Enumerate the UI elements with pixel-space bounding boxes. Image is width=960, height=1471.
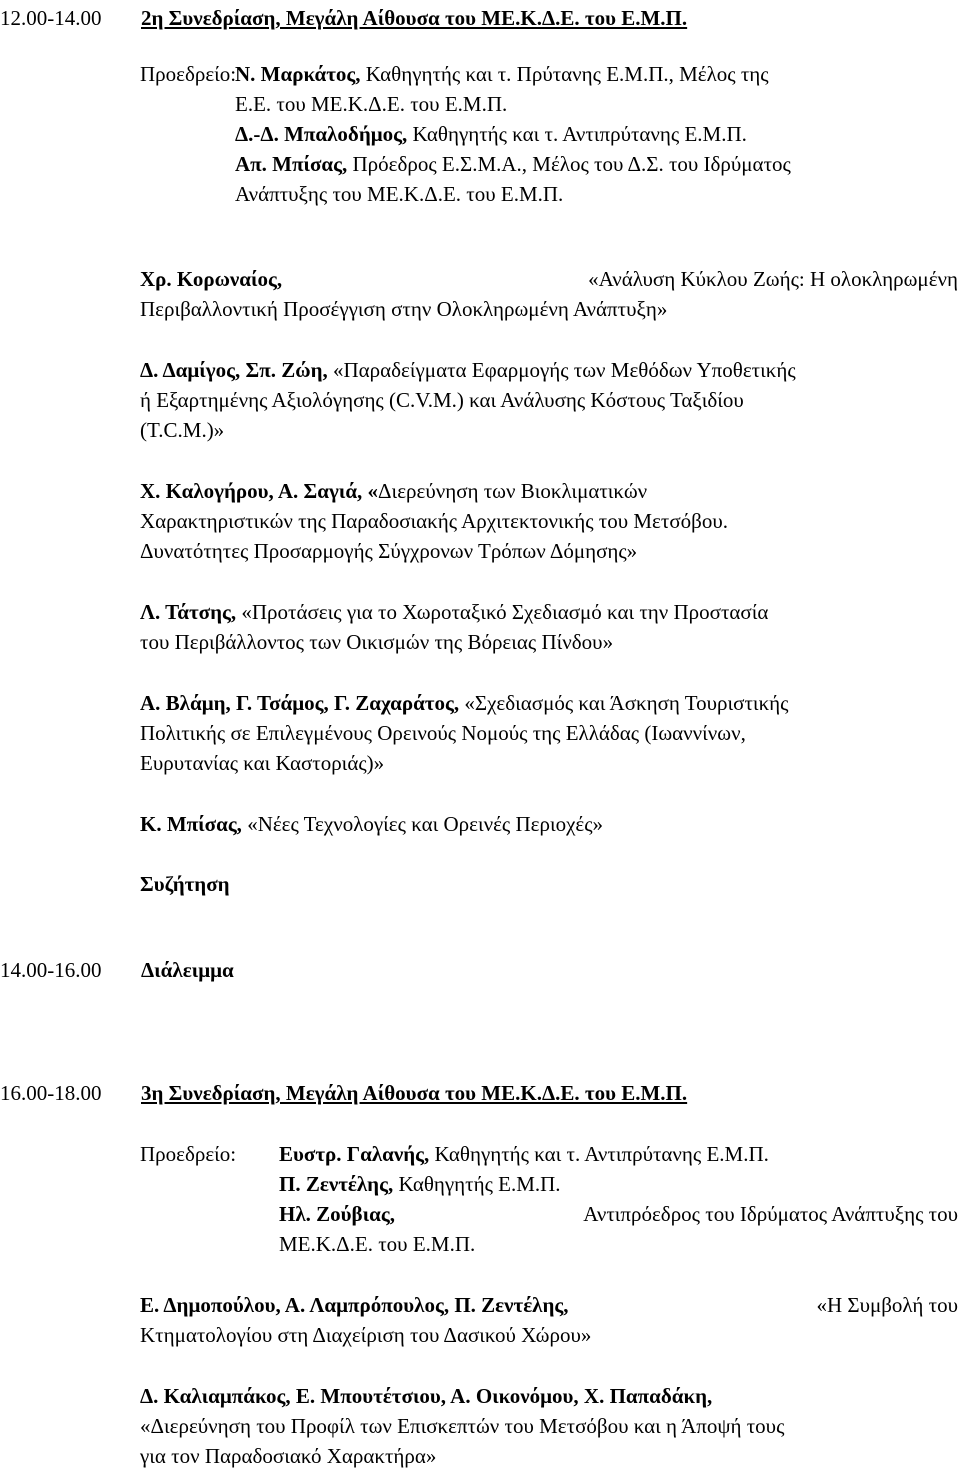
talk-entry	[140, 264, 958, 294]
chair-role: Πρόεδρος Ε.Σ.Μ.Α., Μέλος του Δ.Σ. του Ιδρύματος	[352, 152, 791, 176]
talk-entry	[140, 688, 788, 718]
session2-chair2	[235, 119, 747, 149]
chair-name: Απ. Μπίσας,	[235, 152, 348, 176]
talk-title: «Διερεύνηση του Προφίλ των Επισκεπτών του Μετσόβου και η Άποψή τους	[140, 1414, 785, 1438]
discussion-heading: Συζήτηση	[140, 872, 230, 896]
talk-authors: Κ. Μπίσας,	[140, 812, 242, 836]
session3-chair3	[279, 1199, 958, 1229]
talk-title-cont: του Περιβάλλοντος των Οικισμών της Βόρειας Πίνδου»	[140, 630, 614, 654]
chair-name: Δ.-Δ. Μπαλοδήμος,	[235, 122, 408, 146]
talk-authors: Λ. Τάτσης,	[140, 600, 237, 624]
chair-role: Καθηγητής και τ. Πρύτανης Ε.Μ.Π., Μέλος της	[365, 62, 769, 86]
talk-title: Διερεύνηση των Βιοκλιματικών	[378, 479, 648, 503]
break-time: 14.00-16.00	[0, 958, 102, 982]
talk-title: «Παραδείγματα Εφαρμογής των Μεθόδων Υποθετικής	[333, 358, 796, 382]
talk-title: «Νέες Τεχνολογίες και Ορεινές Περιοχές»	[247, 812, 604, 836]
talk-title-cont: Ευρυτανίας και Καστοριάς)»	[140, 751, 385, 775]
talk-authors: Χ. Καλογήρου, Α. Σαγιά, «	[140, 479, 379, 503]
talk-entry	[140, 1290, 958, 1320]
talk-title: «Σχεδιασμός και Άσκηση Τουριστικής	[464, 691, 789, 715]
talk-authors: Ε. Δημοπούλου, Α. Λαμπρόπουλος, Π. Ζεντέλης,	[140, 1293, 569, 1317]
session3-time: 16.00-18.00	[0, 1081, 102, 1105]
talk-authors: Δ. Δαμίγος, Σπ. Ζώη,	[140, 358, 328, 382]
talk-authors: Α. Βλάμη, Γ. Τσάμος, Γ. Ζαχαράτος,	[140, 691, 460, 715]
session2-chairs-label: Προεδρείο:	[140, 62, 237, 86]
talk-entry	[140, 809, 603, 839]
talk-title-cont: ή Εξαρτημένης Αξιολόγησης (C.V.M.) και Ανάλυσης Κόστους Ταξιδίου	[140, 388, 744, 412]
session3-title: 3η Συνεδρίαση, Μεγάλη Αίθουσα του ΜΕ.Κ.Δ.Ε. του Ε.Μ.Π.	[141, 1081, 688, 1105]
talk-title-cont: Πολιτικής σε Επιλεγμένους Ορεινούς Νομούς της Ελλάδας (Ιωαννίνων,	[140, 721, 746, 745]
chair-role: Καθηγητής και τ. Αντιπρύτανης Ε.Μ.Π.	[412, 122, 747, 146]
talk-title: «Ανάλυση Κύκλου Ζωής: Η ολοκληρωμένη	[588, 267, 958, 291]
talk-authors: Χρ. Κορωναίος,	[140, 267, 283, 291]
talk-entry	[140, 597, 768, 627]
chair-name: Π. Ζεντέλης,	[279, 1172, 394, 1196]
talk-title-cont: Χαρακτηριστικών της Παραδοσιακής Αρχιτεκτονικής του Μετσόβου.	[140, 509, 728, 533]
session2-chair3	[235, 149, 791, 179]
talk-title-cont: για τον Παραδοσιακό Χαρακτήρα»	[140, 1444, 437, 1468]
talk-title-cont: Περιβαλλοντική Προσέγγιση στην Ολοκληρωμένη Ανάπτυξη»	[140, 297, 668, 321]
talk-authors: Δ. Καλιαμπάκος, Ε. Μπουτέτσιου, Α. Οικονόμου, Χ. Παπαδάκη,	[140, 1384, 713, 1408]
chair-role: Αντιπρόεδρος του Ιδρύματος Ανάπτυξης του	[583, 1202, 958, 1226]
talk-title-cont: Κτηματολογίου στη Διαχείριση του Δασικού Χώρου»	[140, 1323, 592, 1347]
session2-time: 12.00-14.00	[0, 6, 102, 30]
chair-name: Ν. Μαρκάτος,	[235, 62, 361, 86]
session2-chair1-role-cont: Ε.Ε. του ΜΕ.Κ.Δ.Ε. του Ε.Μ.Π.	[235, 92, 508, 116]
talk-entry	[140, 355, 796, 385]
talk-entry	[140, 1381, 712, 1411]
session3-chairs-label: Προεδρείο:	[140, 1142, 237, 1166]
talk-title-cont: Δυνατότητες Προσαρμογής Σύγχρονων Τρόπων Δόμησης»	[140, 539, 638, 563]
chair-name: Ευστρ. Γαλανής,	[279, 1142, 430, 1166]
break-label: Διάλειμμα	[141, 958, 234, 982]
talk-title: «Η Συμβολή του	[816, 1293, 958, 1317]
session2-chair3-role-cont: Ανάπτυξης του ΜΕ.Κ.Δ.Ε. του Ε.Μ.Π.	[235, 182, 564, 206]
chair-name: Ηλ. Ζούβιας,	[279, 1202, 395, 1226]
chair-role: Καθηγητής Ε.Μ.Π.	[398, 1172, 561, 1196]
session3-chair1	[279, 1139, 769, 1169]
talk-title: «Προτάσεις για το Χωροταξικό Σχεδιασμό και την Προστασία	[241, 600, 769, 624]
talk-title-cont: (T.C.M.)»	[140, 418, 225, 442]
session2-title: 2η Συνεδρίαση, Μεγάλη Αίθουσα του ΜΕ.Κ.Δ.Ε. του Ε.Μ.Π.	[141, 6, 688, 30]
talk-entry	[140, 476, 958, 506]
session3-chair3-role-cont: ΜΕ.Κ.Δ.Ε. του Ε.Μ.Π.	[279, 1232, 476, 1256]
session3-chair2	[279, 1169, 561, 1199]
chair-role: Καθηγητής και τ. Αντιπρύτανης Ε.Μ.Π.	[434, 1142, 769, 1166]
session2-chair1	[235, 59, 769, 89]
